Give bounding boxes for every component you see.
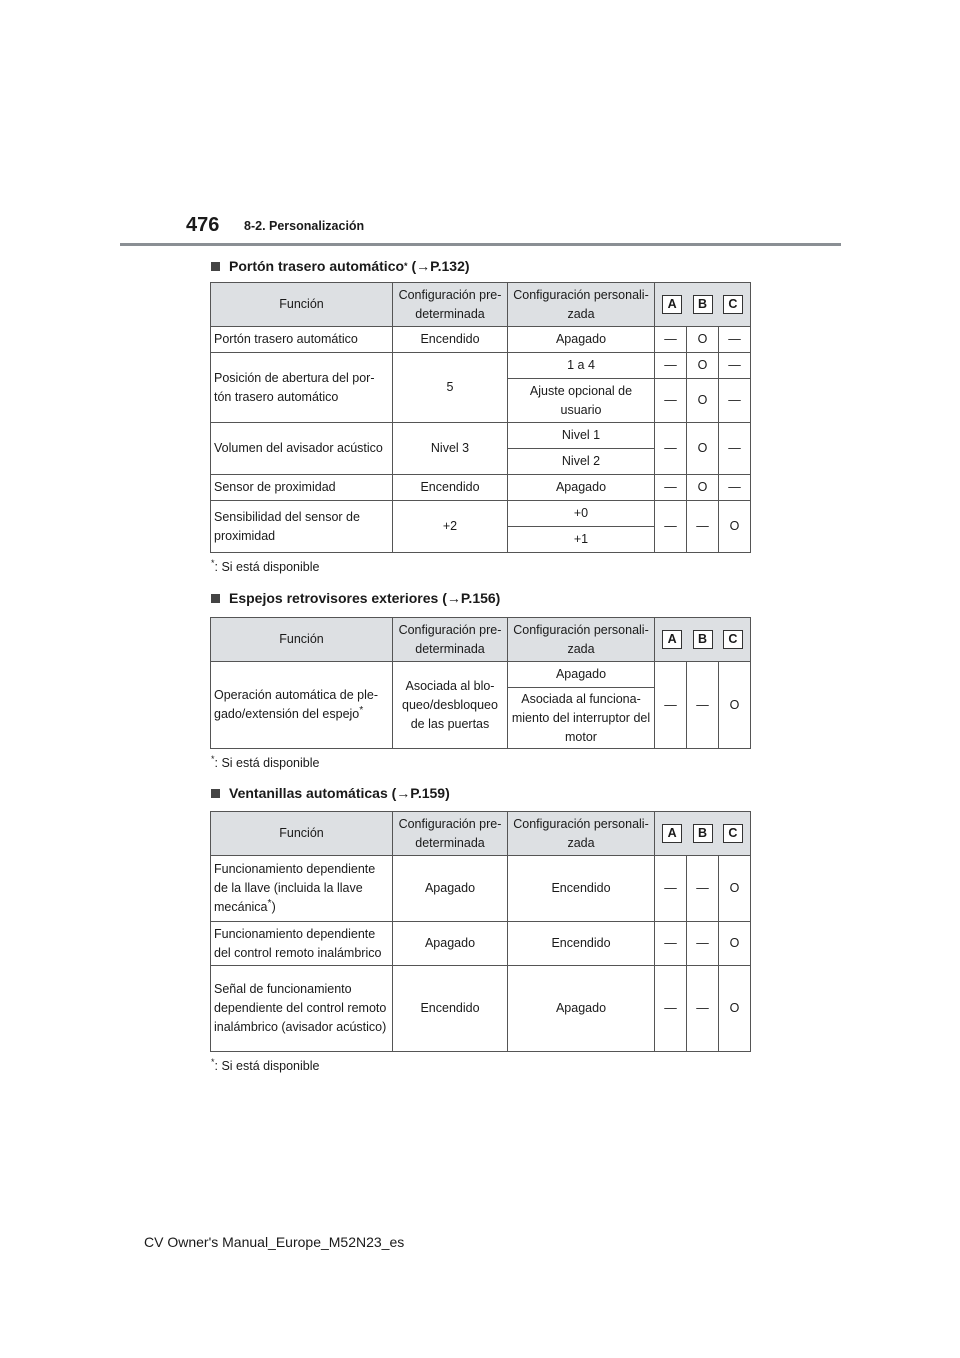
cell-a: — <box>655 501 687 553</box>
section-power-back-door <box>210 256 750 574</box>
cell-function <box>211 856 393 922</box>
cell-a: — <box>655 966 687 1052</box>
cell-custom: Encendido <box>508 922 655 966</box>
letter-b-box: B <box>693 824 713 843</box>
cell-custom: Apagado <box>508 327 655 353</box>
column-header-abc <box>655 618 751 662</box>
table-row <box>211 475 751 501</box>
footnote <box>211 557 750 574</box>
settings-table <box>210 282 751 553</box>
footnote-text: : Si está disponible <box>214 560 320 574</box>
column-header-function: Función <box>211 283 393 327</box>
cell-custom: +1 <box>508 527 655 553</box>
cell-custom: Encendido <box>508 856 655 922</box>
settings-table <box>210 617 751 749</box>
letter-c-box: C <box>723 630 743 649</box>
table-row <box>211 662 751 688</box>
cell-function: Sensibilidad del sensor de proximidad <box>211 501 393 553</box>
column-header-default: Configuración pre-determinada <box>393 618 508 662</box>
cell-function: Volumen del avisador acústico <box>211 423 393 475</box>
section-heading: Portón trasero automático * (→P.132) <box>210 256 750 276</box>
bullet-square-icon <box>211 594 220 603</box>
table-row <box>211 856 751 922</box>
column-header-abc <box>655 812 751 856</box>
cell-custom: Apagado <box>508 475 655 501</box>
section-heading <box>210 783 750 803</box>
cell-b: — <box>687 966 719 1052</box>
cell-custom: Asociada al funciona-miento del interruptor del motor <box>508 688 655 749</box>
cell-c: — <box>719 379 751 423</box>
column-header-custom: Configuración personali-zada <box>508 283 655 327</box>
cell-function: Posición de abertura del por-tón trasero automático <box>211 353 393 423</box>
cell-function: Sensor de proximidad <box>211 475 393 501</box>
cell-default: Apagado <box>393 922 508 966</box>
page-number: 476 <box>186 214 220 236</box>
footnote-text: : Si está disponible <box>214 756 320 770</box>
cell-a: — <box>655 423 687 475</box>
table-row <box>211 353 751 379</box>
header-rule <box>120 243 841 246</box>
cell-c: — <box>719 423 751 475</box>
footnote <box>211 1056 750 1073</box>
column-header-function: Función <box>211 812 393 856</box>
cell-b: O <box>687 423 719 475</box>
footnote <box>211 753 750 770</box>
section-title: Ventanillas automáticas <box>229 785 388 801</box>
cell-c: O <box>719 501 751 553</box>
cell-c: O <box>719 922 751 966</box>
cell-custom: Apagado <box>508 966 655 1052</box>
cell-function: Funcionamiento dependiente del control remoto inalámbrico <box>211 922 393 966</box>
table-row <box>211 423 751 449</box>
cell-function: Señal de funcionamiento dependiente del control remoto inalámbrico (avisador acústico) <box>211 966 393 1052</box>
table-row <box>211 501 751 527</box>
cell-default: Nivel 3 <box>393 423 508 475</box>
cell-b: — <box>687 856 719 922</box>
page-reference[interactable]: (→P.159) <box>391 785 450 801</box>
cell-c: O <box>719 966 751 1052</box>
letter-b-box: B <box>693 630 713 649</box>
section-outside-mirrors <box>210 588 750 770</box>
table-row <box>211 327 751 353</box>
settings-table <box>210 811 751 1052</box>
cell-a: — <box>655 922 687 966</box>
footnote-star: * <box>211 753 215 764</box>
cell-a: — <box>655 379 687 423</box>
cell-custom: Ajuste opcional de usuario <box>508 379 655 423</box>
cell-a: — <box>655 353 687 379</box>
cell-b: — <box>687 922 719 966</box>
cell-function-text: Funcionamiento dependiente de la llave (incluida la llave mecánica <box>214 862 376 914</box>
cell-custom: Nivel 1 <box>508 423 655 449</box>
cell-default: 5 <box>393 353 508 423</box>
cell-custom: Apagado <box>508 662 655 688</box>
bullet-square-icon <box>211 262 220 271</box>
cell-function-end: ) <box>271 900 276 914</box>
section-title: Espejos retrovisores exteriores <box>229 590 439 606</box>
page-footer: CV Owner's Manual_Europe_M52N23_es <box>144 1234 405 1250</box>
table-header-row <box>211 618 751 662</box>
cell-c: — <box>719 475 751 501</box>
cell-c: O <box>719 856 751 922</box>
cell-c: — <box>719 353 751 379</box>
letter-a-box: A <box>662 824 682 843</box>
cell-b: O <box>687 353 719 379</box>
column-header-function: Función <box>211 618 393 662</box>
footnote-star: * <box>359 704 364 716</box>
cell-function: Portón trasero automático <box>211 327 393 353</box>
section-title: Portón trasero automático <box>229 258 405 274</box>
column-header-abc <box>655 283 751 327</box>
column-header-custom: Configuración personali-zada <box>508 618 655 662</box>
cell-function <box>211 662 393 749</box>
footnote-text: : Si está disponible <box>214 1059 320 1073</box>
cell-b: — <box>687 501 719 553</box>
letter-a-box: A <box>662 630 682 649</box>
cell-c: — <box>719 327 751 353</box>
column-header-default: Configuración pre-determinada <box>393 283 508 327</box>
bullet-square-icon <box>211 789 220 798</box>
letter-c-box: C <box>723 824 743 843</box>
cell-a: — <box>655 327 687 353</box>
cell-default: Asociada al blo-queo/desbloqueo de las puertas <box>393 662 508 749</box>
cell-default: Apagado <box>393 856 508 922</box>
letter-a-box: A <box>662 295 682 314</box>
table-header-row <box>211 812 751 856</box>
column-header-default: Configuración pre-determinada <box>393 812 508 856</box>
footnote-star: * <box>211 1056 215 1067</box>
cell-default: Encendido <box>393 475 508 501</box>
column-header-custom: Configuración personali-zada <box>508 812 655 856</box>
page-reference[interactable]: (→P.132) <box>411 258 470 274</box>
table-row <box>211 922 751 966</box>
cell-b: O <box>687 379 719 423</box>
cell-b: O <box>687 475 719 501</box>
footnote-star: * <box>267 897 272 909</box>
cell-custom: 1 a 4 <box>508 353 655 379</box>
section-label: 8-2. Personalización <box>244 219 365 233</box>
cell-function-text: Operación automática de ple-gado/extensión del espejo <box>214 688 378 721</box>
cell-default: Encendido <box>393 327 508 353</box>
letter-c-box: C <box>723 295 743 314</box>
section-power-windows <box>210 783 750 1073</box>
table-row <box>211 966 751 1052</box>
cell-a: — <box>655 475 687 501</box>
cell-c: O <box>719 662 751 749</box>
footnote-star: * <box>211 557 215 568</box>
letter-b-box: B <box>693 295 713 314</box>
cell-custom: +0 <box>508 501 655 527</box>
table-header-row <box>211 283 751 327</box>
page-reference[interactable]: (→P.156) <box>442 590 501 606</box>
cell-default: Encendido <box>393 966 508 1052</box>
cell-custom: Nivel 2 <box>508 449 655 475</box>
cell-b: — <box>687 662 719 749</box>
cell-a: — <box>655 856 687 922</box>
section-heading <box>210 588 750 608</box>
cell-b: O <box>687 327 719 353</box>
cell-default: +2 <box>393 501 508 553</box>
cell-a: — <box>655 662 687 749</box>
